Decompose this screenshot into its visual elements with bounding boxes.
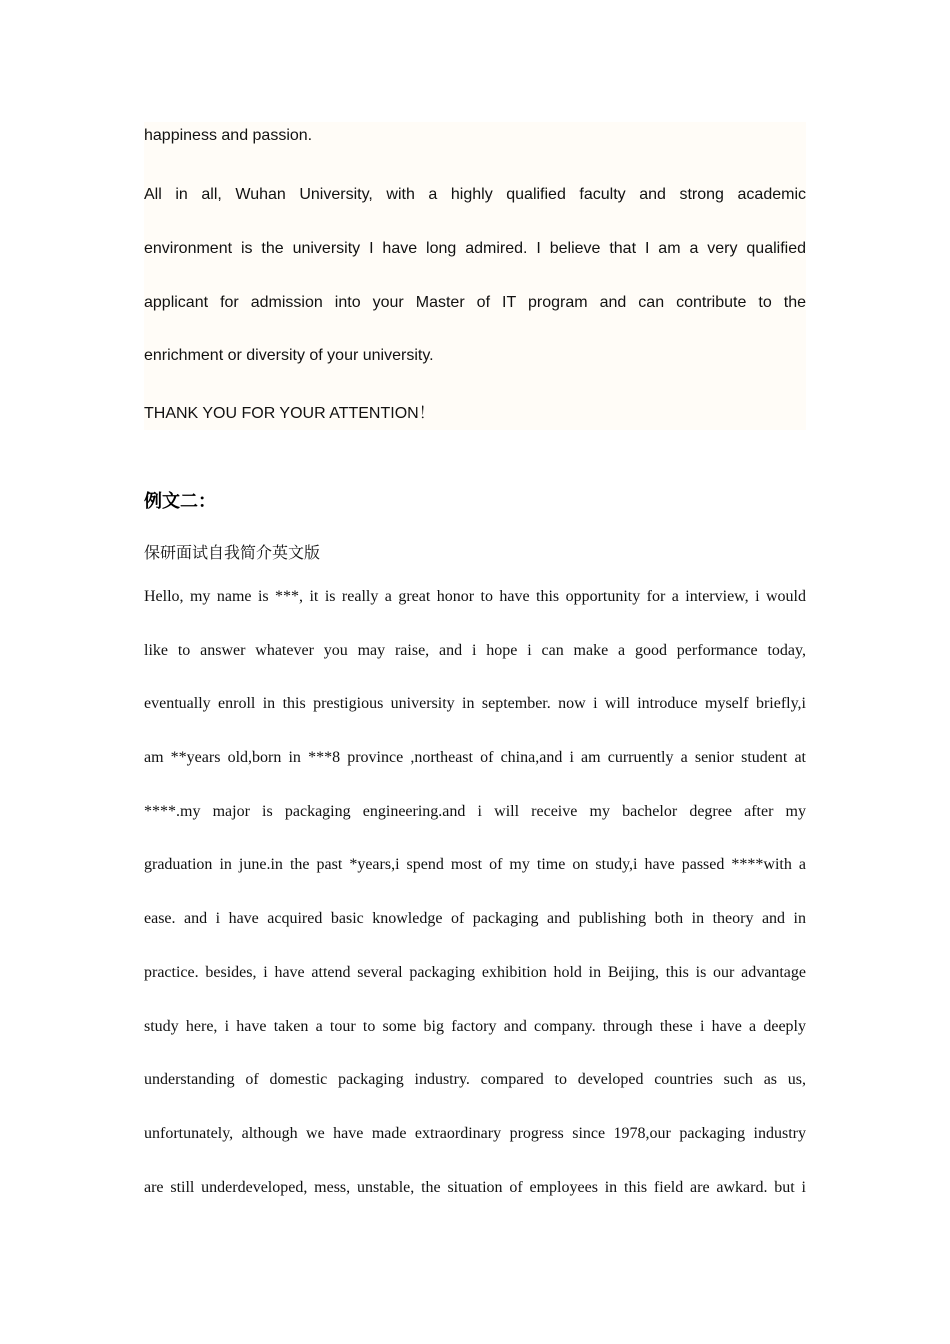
closing-line: THANK YOU FOR YOUR ATTENTION！	[144, 405, 435, 422]
paragraph-line: eventually enroll in this prestigious university in september. now i will introduce myself briefly,i	[144, 695, 806, 712]
paragraph-line: ease. and i have acquired basic knowledge of packaging and publishing both in theory and in	[144, 910, 806, 927]
paragraph-line: ****.my major is packaging engineering.and i will receive my bachelor degree after my	[144, 803, 806, 820]
paragraph-line: happiness and passion.	[144, 127, 313, 144]
paragraph-line: are still underdeveloped, mess, unstable, the situation of employees in this field are awkard. but i	[144, 1179, 806, 1196]
paragraph-line: am **years old,born in ***8 province ,northeast of china,and i am curruently a senior student at	[144, 749, 806, 766]
paragraph-line: understanding of domestic packaging industry. compared to developed countries such as us,	[144, 1071, 806, 1088]
paragraph-line: All in all, Wuhan University, with a highly qualified faculty and strong academic	[144, 186, 806, 203]
paragraph-line: graduation in june.in the past *years,i spend most of my time on study,i have passed ****with a	[144, 856, 806, 873]
section-subheading: 保研面试自我简介英文版	[144, 543, 321, 562]
paragraph-line: unfortunately, although we have made extraordinary progress since 1978,our packaging industry	[144, 1125, 806, 1142]
paragraph-line: Hello, my name is ***, it is really a great honor to have this opportunity for a interview, i would	[144, 588, 806, 605]
paragraph-line: applicant for admission into your Master of IT program and can contribute to the	[144, 294, 806, 311]
paragraph-line: environment is the university I have long admired. I believe that I am a very qualified	[144, 240, 806, 257]
paragraph-line: like to answer whatever you may raise, and i hope i can make a good performance today,	[144, 642, 806, 659]
paragraph-line: practice. besides, i have attend several packaging exhibition hold in Beijing, this is our advantage	[144, 964, 806, 981]
section-heading: 例文二：	[144, 491, 216, 512]
highlighted-block	[144, 122, 806, 430]
paragraph-line: study here, i have taken a tour to some big factory and company. through these i have a deeply	[144, 1018, 806, 1035]
paragraph-line: enrichment or diversity of your university.	[144, 347, 434, 364]
